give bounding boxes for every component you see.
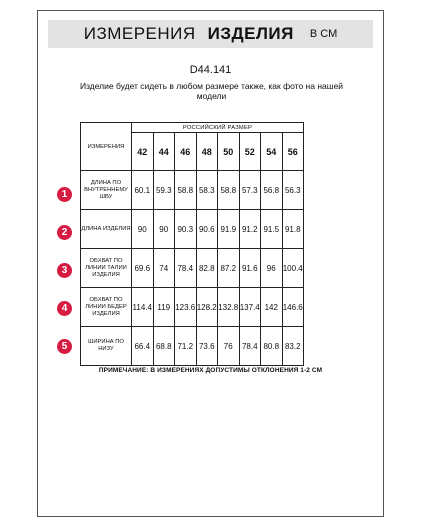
table-cell: 56.8 (261, 171, 283, 210)
size-header-42: 42 (132, 133, 154, 171)
table-cell: 119 (153, 288, 175, 327)
table-cell: 91.8 (282, 210, 304, 249)
row-number-badge: 4 (57, 301, 72, 316)
table-cell: 58.8 (218, 171, 240, 210)
table-cell: 56.3 (282, 171, 304, 210)
table-cell: 100.4 (282, 249, 304, 288)
title-unit: В СМ (309, 28, 338, 40)
table-cell: 91.9 (218, 210, 240, 249)
table-cell: 71.2 (175, 327, 197, 366)
row-number-badge: 3 (57, 263, 72, 278)
table-cell: 142 (261, 288, 283, 327)
table-cell: 59.3 (153, 171, 175, 210)
table-cell: 132.8 (218, 288, 240, 327)
title-banner (48, 20, 373, 48)
tolerance-note: ПРИМЕЧАНИЕ: В ИЗМЕРЕНИЯХ ДОПУСТИМЫ ОТКЛОНЕНИЯ 1-2 СМ (98, 367, 323, 374)
row-number-badge: 2 (57, 225, 72, 240)
table-row (81, 171, 304, 210)
size-header-46: 46 (175, 133, 197, 171)
table-cell: 90.3 (175, 210, 197, 249)
table-cell: 83.2 (282, 327, 304, 366)
table-cell: 74 (153, 249, 175, 288)
title-word-product: ИЗДЕЛИЯ (207, 24, 294, 43)
table-cell: 82.8 (196, 249, 218, 288)
table-cell: 57.3 (239, 171, 261, 210)
row-label: ОБХВАТ ПО ЛИНИИ БЕДЕР ИЗДЕЛИЯ (81, 288, 132, 327)
table-cell: 91.5 (261, 210, 283, 249)
size-table (80, 122, 304, 366)
size-header-44: 44 (153, 133, 175, 171)
table-cell: 128.2 (196, 288, 218, 327)
table-cell: 58.3 (196, 171, 218, 210)
table-cell: 58.8 (175, 171, 197, 210)
table-cell: 90.6 (196, 210, 218, 249)
table-cell: 73.6 (196, 327, 218, 366)
table-cell: 69.6 (132, 249, 154, 288)
row-label: ДЛИНА ИЗДЕЛИЯ (81, 210, 132, 249)
size-header-56: 56 (282, 133, 304, 171)
row-label: ОБХВАТ ПО ЛИНИИ ТАЛИИ ИЗДЕЛИЯ (81, 249, 132, 288)
table-cell: 76 (218, 327, 240, 366)
table-row (81, 210, 304, 249)
table-row (81, 288, 304, 327)
table-cell: 87.2 (218, 249, 240, 288)
table-cell: 90 (132, 210, 154, 249)
table-cell: 146.6 (282, 288, 304, 327)
product-code: D44.141 (189, 64, 232, 76)
size-group-header: РОССИЙСКИЙ РАЗМЕР (132, 123, 304, 133)
size-header-48: 48 (196, 133, 218, 171)
table-cell: 96 (261, 249, 283, 288)
table-cell: 78.4 (239, 327, 261, 366)
table-row (81, 249, 304, 288)
table-cell: 91.6 (239, 249, 261, 288)
row-number-badge: 1 (57, 187, 72, 202)
fit-note: Изделие будет сидеть в любом размере также, как фото на нашей модели (79, 81, 344, 101)
table-cell: 91.2 (239, 210, 261, 249)
table-cell: 137.4 (239, 288, 261, 327)
size-table-body (81, 171, 304, 366)
row-label: ДЛИНА ПО ВНУТРЕННЕМУ ШВУ (81, 171, 132, 210)
size-header-50: 50 (218, 133, 240, 171)
table-row (81, 327, 304, 366)
table-header-row (81, 123, 304, 133)
measure-column-header: ИЗМЕРЕНИЯ (81, 123, 132, 171)
size-header-54: 54 (261, 133, 283, 171)
table-cell: 66.4 (132, 327, 154, 366)
row-number-badge: 5 (57, 339, 72, 354)
table-cell: 123.6 (175, 288, 197, 327)
table-cell: 68.8 (153, 327, 175, 366)
size-header-52: 52 (239, 133, 261, 171)
table-cell: 78.4 (175, 249, 197, 288)
table-cell: 80.8 (261, 327, 283, 366)
row-label: ШИРИНА ПО НИЗУ (81, 327, 132, 366)
title-word-measure: ИЗМЕРЕНИЯ (83, 24, 196, 43)
table-cell: 114.4 (132, 288, 154, 327)
table-cell: 60.1 (132, 171, 154, 210)
size-chart-page (37, 10, 384, 517)
table-cell: 90 (153, 210, 175, 249)
